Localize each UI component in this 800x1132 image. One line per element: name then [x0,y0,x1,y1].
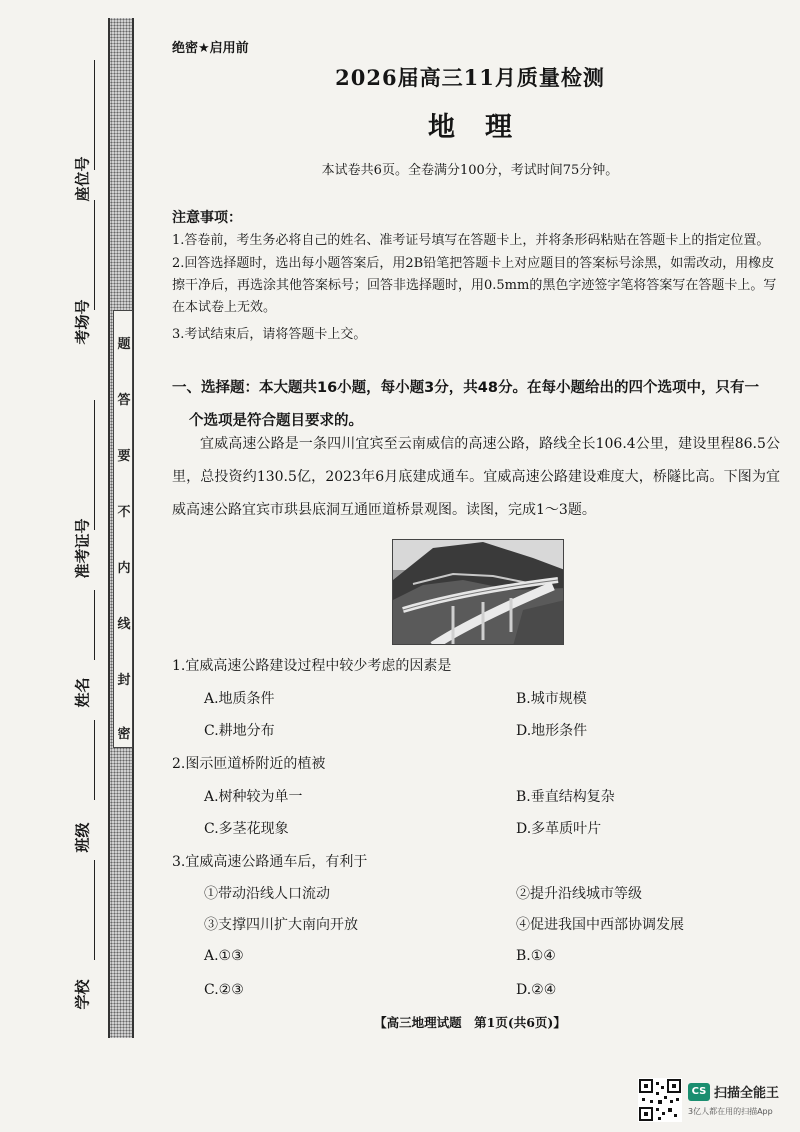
exam-room-line [94,200,95,310]
question-1-option-c[interactable]: C.耕地分布 [204,723,275,739]
seal-char: 密 [117,727,131,742]
section-heading-line2: 个选项是符合题目要求的。 [189,413,363,429]
seat-number-label: 座位号 [73,156,92,202]
class-line [94,720,95,800]
camscanner-name: 扫描全能王 [714,1086,780,1101]
seal-warning-box [113,310,133,748]
admission-number-line [94,400,95,530]
question-3-statement-4: ④促进我国中西部协调发展 [516,917,684,933]
camscanner-logo-icon: CS [688,1083,710,1101]
seal-char: 要 [117,449,131,464]
class-label: 班级 [73,822,92,853]
question-2-option-b[interactable]: B.垂直结构复杂 [516,789,615,805]
name-label: 姓名 [73,677,92,708]
binding-margin [0,0,140,1132]
question-3-option-c[interactable]: C.②③ [204,982,244,998]
seal-char: 封 [117,673,131,688]
qr-code-icon [638,1078,682,1122]
name-line [94,590,95,660]
seal-char: 线 [117,617,131,632]
camscanner-tagline: 3亿人都在用的扫描App [688,1107,773,1116]
seal-char: 答 [117,393,131,408]
exam-info: 本试卷共6页。全卷满分100分，考试时间75分钟。 [321,163,619,178]
question-1-option-d[interactable]: D.地形条件 [516,723,588,739]
question-3-statement-2: ②提升沿线城市等级 [516,886,642,902]
question-1-option-b[interactable]: B.城市规模 [516,691,587,707]
question-3-option-a[interactable]: A.①③ [204,948,244,964]
page-footer: 【高三地理试题 第1页(共6页)】 [374,1015,566,1030]
question-3-statement-3: ③支撑四川扩大南向开放 [204,917,358,933]
question-1-option-a[interactable]: A.地质条件 [204,691,275,707]
subject-title: 地理 [428,112,542,143]
seat-number-line [94,60,95,170]
admission-number-label: 准考证号 [73,518,92,579]
notes-title: 注意事项： [172,210,242,226]
question-2-option-a[interactable]: A.树种较为单一 [204,789,303,805]
question-2-option-d[interactable]: D.多革质叶片 [516,821,602,837]
qr-code-pattern [638,1078,682,1122]
note-item: 3.考试结束后，请将答题卡上交。 [172,327,367,342]
question-3-statement-1: ①带动沿线人口流动 [204,886,330,902]
question-1-stem: 1.宜威高速公路建设过程中较少考虑的因素是 [172,658,452,674]
bridge-landscape-illustration [393,540,564,645]
note-item: 1.答卷前，考生务必将自己的姓名、准考证号填写在答题卡上，并将条形码粘贴在答题卡上的指定位置。 [172,233,770,248]
exam-room-label: 考场号 [73,299,92,345]
reading-passage: 宜威高速公路是一条四川宜宾至云南威信的高速公路，路线全长106.4公里，建设里程86.5公里，总投资约130.5亿，2023年6月底建成通车。宜威高速公路建设难度大，桥隧比高。下图为宜威高速公路宜宾市珙县底洞互通匝道桥景观图。读图，完成1～3题。 [172,436,780,518]
exam-title: 2026届高三11月质量检测 [335,65,605,90]
question-2-stem: 2.图示匝道桥附近的植被 [172,756,326,772]
question-3-stem: 3.宜威高速公路通车后，有利于 [172,854,368,870]
school-line [94,860,95,960]
ramp-bridge-photo [392,539,564,645]
question-2-option-c[interactable]: C.多茎花现象 [204,821,289,837]
school-label: 学校 [73,979,92,1010]
section-heading-line1: 一、选择题：本大题共16小题，每小题3分，共48分。在每小题给出的四个选项中，只有一 [172,380,759,396]
seal-char: 内 [117,561,131,576]
question-3-option-b[interactable]: B.①④ [516,948,556,964]
confidential-mark: 绝密★启用前 [172,41,249,56]
note-item: 2.回答选择题时，选出每小题答案后，用2B铅笔把答题卡上对应题目的答案标号涂黑，如需改动，用橡皮擦干净后，再选涂其他答案标号；回答非选择题时，用0.5mm的黑色字迹签字笔将答案写在答题卡上。写在本试卷上无效。 [172,256,777,315]
seal-char: 不 [117,505,131,520]
seal-char: 题 [117,337,131,352]
question-3-option-d[interactable]: D.②④ [516,982,557,998]
